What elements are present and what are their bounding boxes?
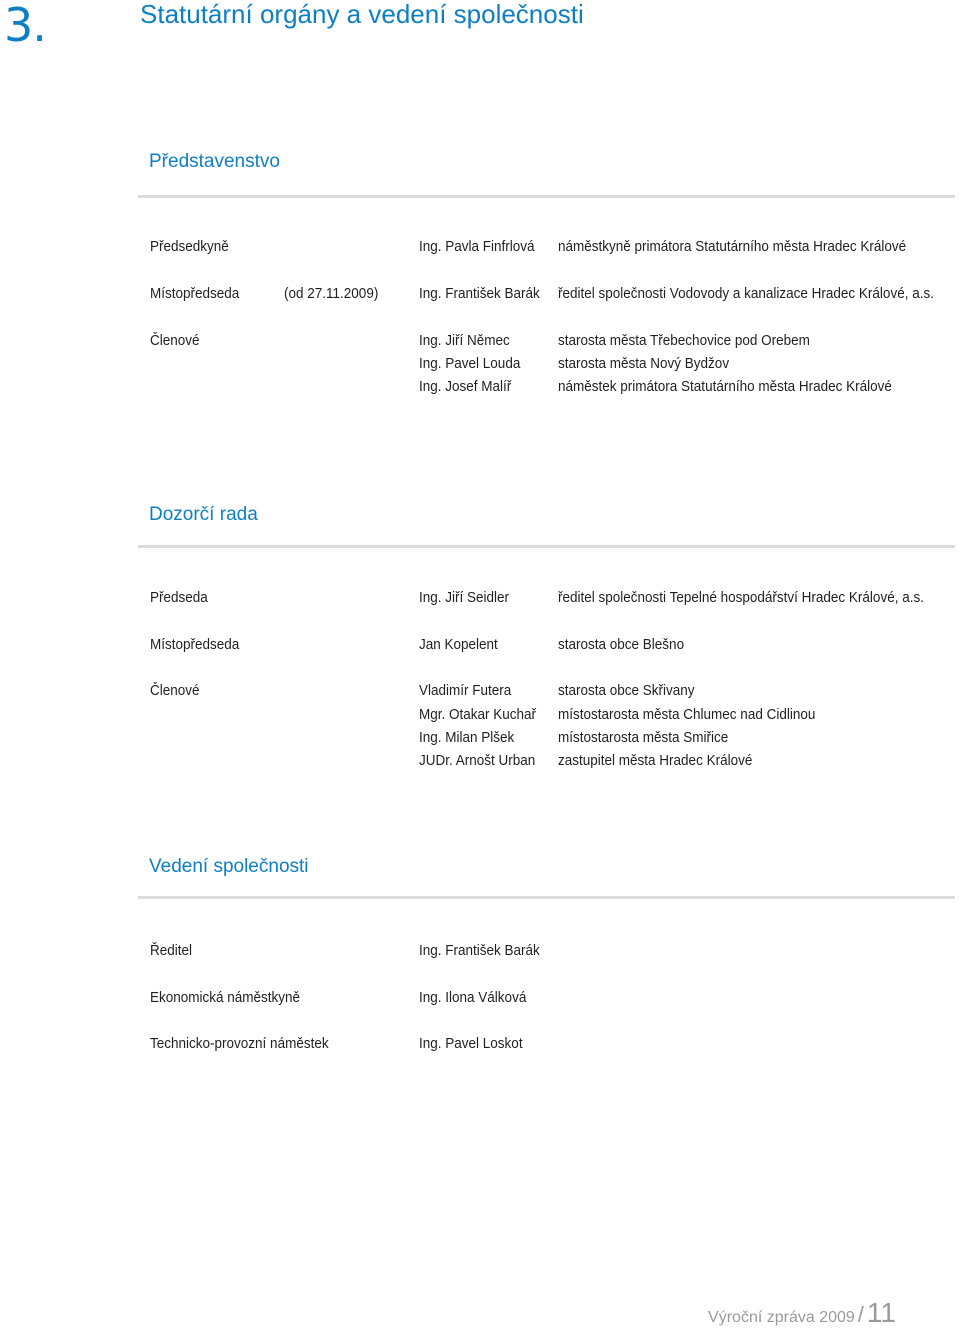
role-label: Předseda (150, 589, 208, 606)
chapter-title: Statutární orgány a vedení společnosti (140, 0, 584, 29)
person-name: Ing. Ilona Válková (419, 989, 527, 1006)
section-divider (138, 896, 955, 899)
person-name: Ing. Pavel Louda (419, 355, 521, 372)
person-position: starosta obce Skřivany (558, 682, 695, 699)
person-position: zastupitel města Hradec Králové (558, 752, 753, 769)
footer-separator: / (857, 1302, 864, 1327)
person-position: starosta města Nový Bydžov (558, 355, 730, 372)
footer-label: Výroční zpráva 2009 (708, 1309, 855, 1326)
role-label: Ředitel (150, 942, 193, 959)
section-divider (138, 195, 955, 198)
person-name: Vladimír Futera (419, 682, 512, 699)
person-name: Jan Kopelent (419, 636, 498, 653)
person-position: starosta obce Blešno (558, 636, 685, 653)
person-name: JUDr. Arnošt Urban (419, 752, 536, 769)
person-name: Ing. Jiří Seidler (419, 589, 510, 606)
page-footer (708, 1297, 896, 1329)
role-label: Místopředseda (150, 636, 240, 653)
role-label: Členové (150, 682, 200, 699)
section-title-vedeni: Vedení společnosti (149, 856, 309, 877)
role-label: Technicko-provozní náměstek (150, 1035, 329, 1052)
role-label: Členové (150, 332, 200, 349)
role-label: Předsedkyně (150, 238, 229, 255)
person-name: Ing. František Barák (419, 285, 540, 302)
person-name: Ing. Jiří Němec (419, 332, 510, 349)
section-title-dozorci-rada: Dozorčí rada (149, 504, 258, 525)
section-divider (138, 545, 955, 548)
page-number: 11 (866, 1297, 896, 1328)
person-position: starosta města Třebechovice pod Orebem (558, 332, 810, 349)
person-position: náměstek primátora Statutárního města Hradec Králové (558, 378, 892, 395)
person-position: ředitel společnosti Tepelné hospodářství Hradec Králové, a.s. (558, 589, 924, 606)
person-name: Ing. Pavla Finfrlová (419, 238, 535, 255)
person-position: ředitel společnosti Vodovody a kanalizace Hradec Králové, a.s. (558, 285, 934, 302)
person-name: Ing. Milan Plšek (419, 729, 515, 746)
person-position: místostarosta města Smiřice (558, 729, 729, 746)
person-position: místostarosta města Chlumec nad Cidlinou (558, 706, 816, 723)
person-name: Mgr. Otakar Kuchař (419, 706, 537, 723)
person-name: Ing. Josef Malíř (419, 378, 512, 395)
person-name: Ing. František Barák (419, 942, 540, 959)
person-name: Ing. Pavel Loskot (419, 1035, 523, 1052)
person-position: náměstkyně primátora Statutárního města Hradec Králové (558, 238, 907, 255)
role-note: (od 27.11.2009) (284, 285, 379, 302)
section-title-predstavenstvo: Představenstvo (149, 151, 280, 172)
chapter-number: 3. (4, 0, 46, 52)
role-label: Místopředseda (150, 285, 240, 302)
role-label: Ekonomická náměstkyně (150, 989, 301, 1006)
